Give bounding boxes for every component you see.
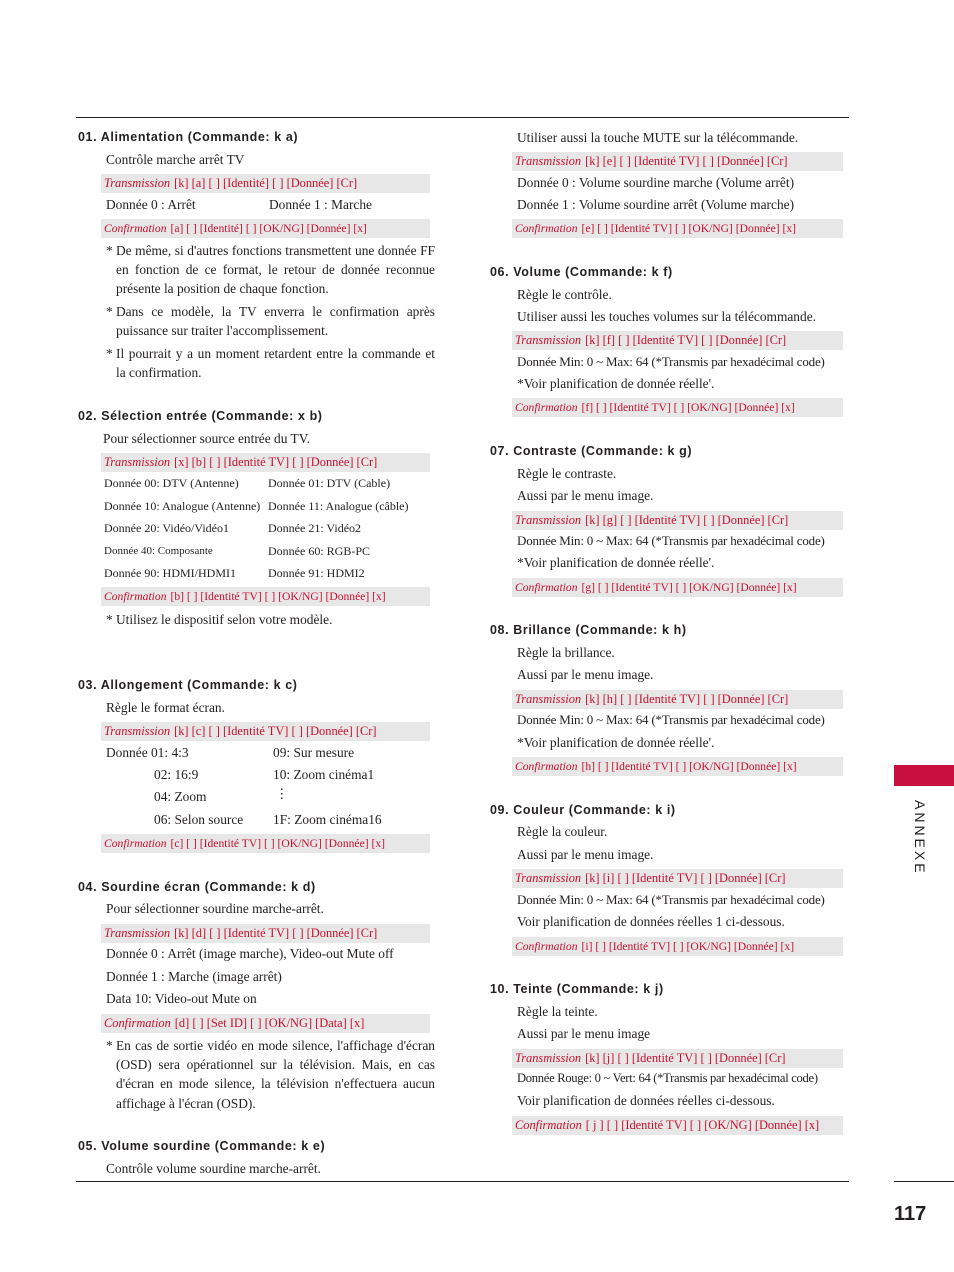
section-02-row1a: Donnée 00: DTV (Antenne) <box>104 476 239 490</box>
section-01-heading: 01. Alimentation (Commande: k a) <box>78 130 299 144</box>
section-03-b2: 10: Zoom cinéma1 <box>273 767 375 782</box>
section-02-row5a: Donnée 90: HDMI/HDMI1 <box>104 566 236 580</box>
section-09-transmission: Transmission [k] [i] [ ] [Identité TV] [ ] [Donnée] [Cr] <box>512 869 843 888</box>
section-02-row4b: Donnée 60: RGB-PC <box>268 544 370 558</box>
section-01-data0: Donnée 0 : Arrêt <box>106 197 196 212</box>
section-08-heading: 08. Brillance (Commande: k h) <box>490 623 687 637</box>
section-05-transmission: Transmission [k] [e] [ ] [Identité TV] [ ] [Donnée] [Cr] <box>512 152 843 171</box>
section-03-a3: 04: Zoom <box>154 789 207 804</box>
section-04-heading: 04. Sourdine écran (Commande: k d) <box>78 880 316 894</box>
section-07-desc2: Aussi par le menu image. <box>517 488 654 503</box>
section-10-transmission: Transmission [k] [j] [ ] [Identité TV] [ ] [Donnée] [Cr] <box>512 1049 843 1068</box>
section-07-ref: *Voir planification de donnée réelle'. <box>517 555 715 570</box>
section-07-desc: Règle le contraste. <box>517 466 617 481</box>
page-number-rule <box>894 1181 954 1182</box>
section-03-a2: 02: 16:9 <box>154 767 199 782</box>
section-06-range: Donnée Min: 0 ~ Max: 64 (*Transmis par hexadécimal code) <box>517 354 825 369</box>
section-06-confirmation: Confirmation [f] [ ] [Identité TV] [ ] [OK/NG] [Donnée] [x] <box>512 398 843 417</box>
section-03-b4: 1F: Zoom cinéma16 <box>273 812 382 827</box>
section-08-desc: Règle la brillance. <box>517 645 615 660</box>
section-06-transmission: Transmission [k] [f] [ ] [Identité TV] [ ] [Donnée] [Cr] <box>512 331 843 350</box>
section-08-ref: *Voir planification de donnée réelle'. <box>517 735 715 750</box>
section-07-confirmation: Confirmation [g] [ ] [Identité TV] [ ] [OK/NG] [Donnée] [x] <box>512 578 843 597</box>
section-05-desc: Contrôle volume sourdine marche-arrêt. <box>106 1161 321 1176</box>
section-02-desc: Pour sélectionner source entrée du TV. <box>103 431 310 446</box>
side-tab-marker <box>894 765 954 786</box>
section-10-confirmation: Confirmation [ j ] [ ] [Identité TV] [ ] [OK/NG] [Donnée] [x] <box>512 1116 843 1135</box>
section-02-row2a: Donnée 10: Analogue (Antenne) <box>104 499 261 513</box>
section-02-transmission: Transmission [x] [b] [ ] [Identité TV] [ ] [Donnée] [Cr] <box>101 453 430 472</box>
section-07-range: Donnée Min: 0 ~ Max: 64 (*Transmis par hexadécimal code) <box>517 533 825 548</box>
section-09-desc: Règle la couleur. <box>517 824 608 839</box>
section-01-note1: * De même, si d'autres fonctions transmettent une donnée FF en fonction de ce format, le retour de donnée reconnue présente la position de chaque fonction. <box>106 243 435 297</box>
section-06-desc: Règle le contrôle. <box>517 287 612 302</box>
section-02-confirmation: Confirmation [b] [ ] [Identité TV] [ ] [OK/NG] [Donnée] [x] <box>101 587 430 606</box>
section-07-heading: 07. Contraste (Commande: k g) <box>490 444 693 458</box>
section-02-note: * Utilisez le dispositif selon votre modèle. <box>106 612 333 627</box>
section-09-ref: Voir planification de données réelles 1 ci-dessous. <box>517 914 785 929</box>
section-04-desc: Pour sélectionner sourdine marche-arrêt. <box>106 901 324 916</box>
section-01-note2: * Dans ce modèle, la TV enverra le confirmation après puissance sur traiter l'accomplissement. <box>106 304 435 339</box>
section-01-confirmation: Confirmation [a] [ ] [Identité] [ ] [OK/NG] [Donnée] [x] <box>101 219 430 238</box>
section-03-b1: 09: Sur mesure <box>273 745 355 760</box>
section-08-confirmation: Confirmation [h] [ ] [Identité TV] [ ] [OK/NG] [Donnée] [x] <box>512 757 843 776</box>
section-09-confirmation: Confirmation [i] [ ] [Identité TV] [ ] [OK/NG] [Donnée] [x] <box>512 937 843 956</box>
section-02-row4a: Donnée 40: Composante <box>104 545 213 557</box>
section-10-heading: 10. Teinte (Commande: k j) <box>490 982 664 996</box>
section-02-heading: 02. Sélection entrée (Commande: x b) <box>78 409 323 423</box>
section-05-desc2: Utiliser aussi la touche MUTE sur la télécommande. <box>517 130 799 145</box>
section-08-transmission: Transmission [k] [h] [ ] [Identité TV] [ ] [Donnée] [Cr] <box>512 690 843 709</box>
section-10-desc2: Aussi par le menu image <box>517 1026 651 1041</box>
section-03-b3: ⋮ <box>275 786 289 801</box>
section-05-data0: Donnée 0 : Volume sourdine marche (Volume arrêt) <box>517 175 795 190</box>
section-01-data1: Donnée 1 : Marche <box>269 197 372 212</box>
section-04-confirmation: Confirmation [d] [ ] [Set ID] [ ] [OK/NG] [Data] [x] <box>101 1014 430 1033</box>
section-06-desc2: Utiliser aussi les touches volumes sur la télécommande. <box>517 309 816 324</box>
section-05-confirmation: Confirmation [e] [ ] [Identité TV] [ ] [OK/NG] [Donnée] [x] <box>512 219 843 238</box>
section-07-transmission: Transmission [k] [g] [ ] [Identité TV] [ ] [Donnée] [Cr] <box>512 511 843 530</box>
section-01-transmission: Transmission [k] [a] [ ] [Identité] [ ] [Donnée] [Cr] <box>101 174 430 193</box>
top-rule <box>76 117 849 118</box>
section-02-row5b: Donnée 91: HDMI2 <box>268 566 365 580</box>
section-09-desc2: Aussi par le menu image. <box>517 847 654 862</box>
section-03-heading: 03. Allongement (Commande: k c) <box>78 678 298 692</box>
section-04-note: * En cas de sortie vidéo en mode silence, l'affichage d'écran (OSD) sera opérationnel sur la télévision. Mais, en cas d'écran en mode silence, la télévision n'effectuera aucun affichage à l'écran (OSD). <box>106 1038 435 1111</box>
section-08-desc2: Aussi par le menu image. <box>517 667 654 682</box>
section-10-desc: Règle la teinte. <box>517 1004 598 1019</box>
section-02-row3b: Donnée 21: Vidéo2 <box>268 521 362 535</box>
page-number: 117 <box>894 1203 927 1225</box>
section-05-data1: Donnée 1 : Volume sourdine arrêt (Volume marche) <box>517 197 795 212</box>
section-04-data10: Data 10: Video-out Mute on <box>106 991 257 1006</box>
section-01-desc: Contrôle marche arrêt TV <box>106 152 245 167</box>
section-04-data0: Donnée 0 : Arrêt (image marche), Video-out Mute off <box>106 946 394 961</box>
side-tab-label: ANNEXE <box>912 800 928 876</box>
bottom-rule <box>76 1181 849 1182</box>
section-03-a4: 06: Selon source <box>154 812 244 827</box>
section-03-a1: Donnée 01: 4:3 <box>106 745 189 760</box>
section-03-desc: Règle le format écran. <box>106 700 225 715</box>
section-02-row3a: Donnée 20: Vidéo/Vidéo1 <box>104 521 229 535</box>
section-08-range: Donnée Min: 0 ~ Max: 64 (*Transmis par hexadécimal code) <box>517 712 825 727</box>
section-04-data1: Donnée 1 : Marche (image arrêt) <box>106 969 282 984</box>
section-04-transmission: Transmission [k] [d] [ ] [Identité TV] [ ] [Donnée] [Cr] <box>101 924 430 943</box>
section-09-heading: 09. Couleur (Commande: k i) <box>490 803 676 817</box>
section-01-note3: * Il pourrait y a un moment retardent entre la commande et la confirmation. <box>106 346 435 381</box>
section-05-heading: 05. Volume sourdine (Commande: k e) <box>78 1139 326 1153</box>
section-03-transmission: Transmission [k] [c] [ ] [Identité TV] [ ] [Donnée] [Cr] <box>101 722 430 741</box>
section-02-row1b: Donnée 01: DTV (Cable) <box>268 476 391 490</box>
section-03-confirmation: Confirmation [c] [ ] [Identité TV] [ ] [OK/NG] [Donnée] [x] <box>101 834 430 853</box>
section-10-range: Donnée Rouge: 0 ~ Vert: 64 (*Transmis par hexadécimal code) <box>517 1071 818 1085</box>
section-06-ref: *Voir planification de donnée réelle'. <box>517 376 715 391</box>
section-10-ref: Voir planification de données réelles ci-dessous. <box>517 1093 775 1108</box>
section-06-heading: 06. Volume (Commande: k f) <box>490 265 673 279</box>
section-09-range: Donnée Min: 0 ~ Max: 64 (*Transmis par hexadécimal code) <box>517 892 825 907</box>
section-02-row2b: Donnée 11: Analogue (câble) <box>268 499 409 513</box>
